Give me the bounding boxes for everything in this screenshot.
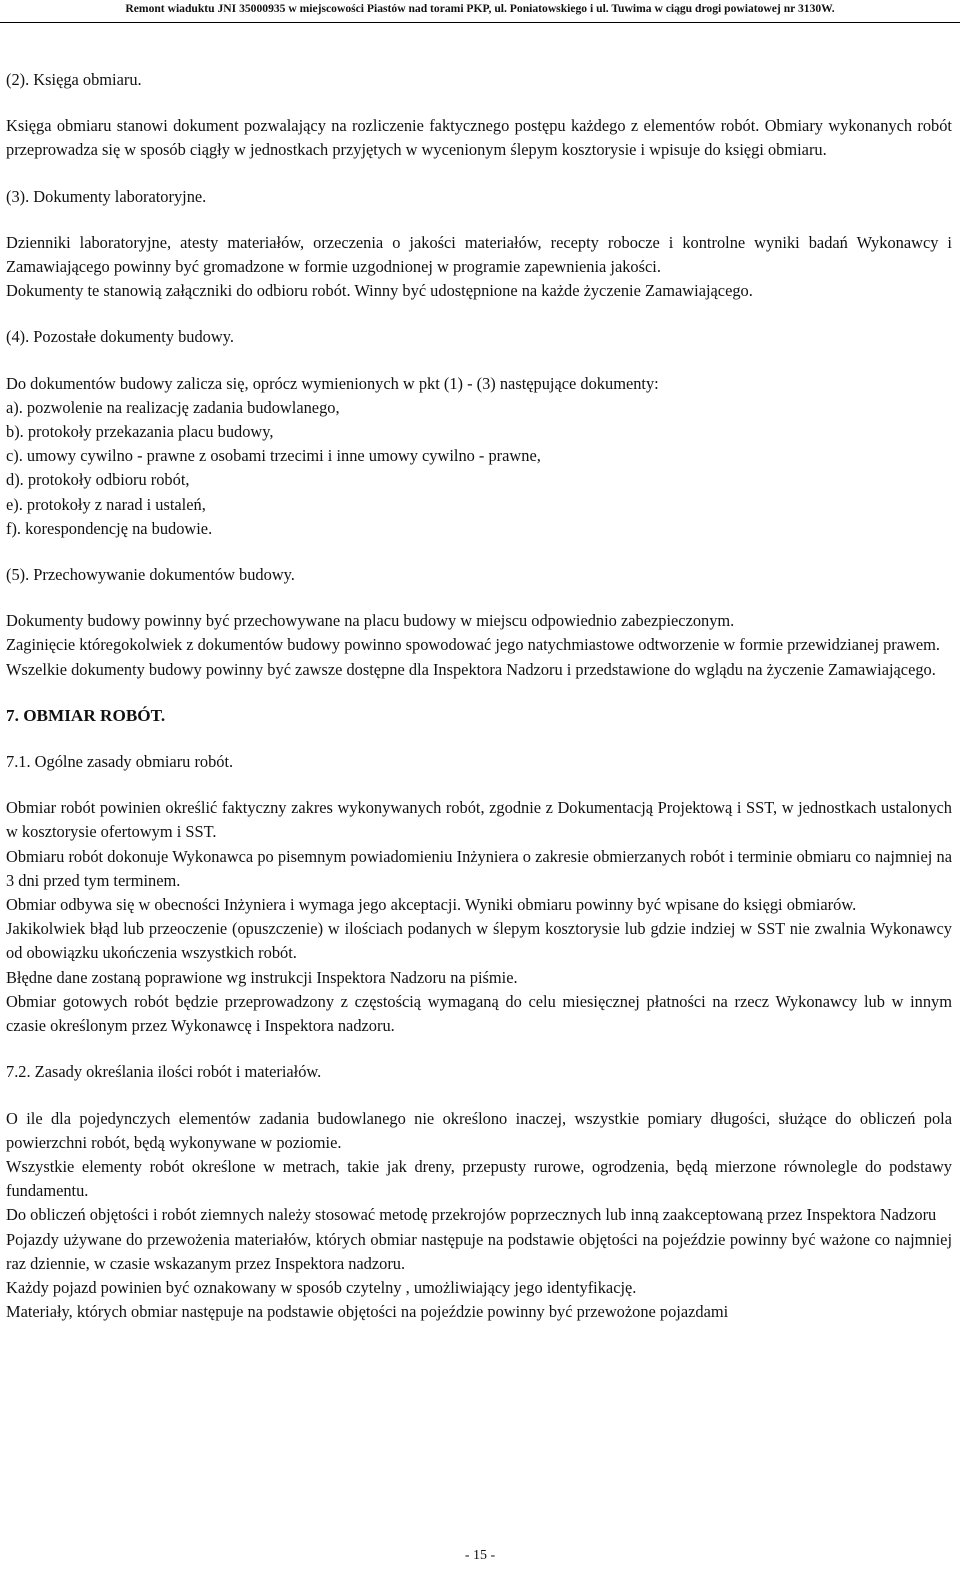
section-heading-7-1: 7.1. Ogólne zasady obmiaru robót. [6,752,234,772]
paragraph: Materiały, których obmiar następuje na podstawie objętości na pojeździe powinny być przewożone pojazdami [6,1302,729,1322]
section-heading-5: (5). Przechowywanie dokumentów budowy. [6,565,295,585]
paragraph: O ile dla pojedynczych elementów zadania budowlanego nie określono inaczej, wszystkie pomiary długości, służące do obliczeń pola powierzchni robót, będą wykonywane w poziomie. [6,1108,952,1152]
list-item: f). korespondencję na budowie. [6,518,213,538]
documents-list [6,396,952,541]
paragraph: Każdy pojazd powinien być oznakowany w sposób czytelny , umożliwiający jego identyfikację. [6,1277,637,1297]
paragraph: Wszelkie dokumenty budowy powinny być zawsze dostępne dla Inspektora Nadzoru i przedstawione do wglądu na życzenie Zamawiającego. [6,659,936,679]
list-item: e). protokoły z narad i ustaleń, [6,494,206,514]
running-header: Remont wiaduktu JNI 35000935 w miejscowości Piastów nad torami PKP, ul. Poniatowskiego i ul. Tuwima w ciągu drogi powiatowej nr 3130W. [0,0,960,23]
paragraph: Dokumenty budowy powinny być przechowywane na placu budowy w miejscu odpowiednio zabezpieczonym. [6,611,735,631]
paragraph: Jakikolwiek błąd lub przeoczenie (opuszczenie) w ilościach podanych w ślepym kosztorysie lub gdzie indziej w SST nie zwalnia Wykonawcy od obowiązku ukończenia wszystkich robót. [6,919,952,963]
paragraph: Do dokumentów budowy zalicza się, oprócz wymienionych w pkt (1) - (3) następujące dokumenty: [6,373,659,393]
page-number: - 15 - [464,1548,496,1563]
section-heading-3: (3). Dokumenty laboratoryjne. [6,186,207,206]
paragraph: Do obliczeń objętości i robót ziemnych należy stosować metodę przekrojów poprzecznych lub inną zaakceptowaną przez Inspektora Nadzoru [6,1205,937,1225]
list-item: c). umowy cywilno - prawne z osobami trzecimi i inne umowy cywilno - prawne, [6,446,541,466]
section-heading-4: (4). Pozostałe dokumenty budowy. [6,327,234,347]
paragraph: Obmiar robót powinien określić faktyczny zakres wykonywanych robót, zgodnie z Dokumentacją Projektową i SST, w jednostkach ustalonych w kosztorysie ofertowym i SST. [6,798,952,842]
list-item: b). protokoły przekazania placu budowy, [6,422,274,442]
paragraph: Obmiar odbywa się w obecności Inżyniera i wymaga jego akceptacji. Wyniki obmiaru powinny być wpisane do księgi obmiarów. [6,895,857,915]
paragraph: Błędne dane zostaną poprawione wg instrukcji Inspektora Nadzoru na piśmie. [6,967,518,987]
paragraph: Dzienniki laboratoryjne, atesty materiałów, orzeczenia o jakości materiałów, recepty robocze i kontrolne wyniki badań Wykonawcy i Zamawiającego powinny być gromadzone w formie uzgodnionej w programie zapewnienia jakości. [6,232,952,277]
paragraph: Obmiaru robót dokonuje Wykonawca po pisemnym powiadomieniu Inżyniera o zakresie obmierzanych robót i terminie obmiaru co najmniej na 3 dni przed tym terminem. [6,846,952,890]
paragraph: Pojazdy używane do przewożenia materiałów, których obmiar następuje na podstawie objętości na pojeździe powinny być ważone co najmniej raz dziennie, w czasie wskazanym przez Inspektora nadzoru. [6,1229,952,1273]
section-heading-2: (2). Księga obmiaru. [6,70,142,89]
list-item: a). pozwolenie na realizację zadania budowlanego, [6,397,340,417]
chapter-heading: 7. OBMIAR ROBÓT. [6,705,166,725]
document-body [6,68,952,1324]
list-item: d). protokoły odbioru robót, [6,470,190,490]
section-heading-7-2: 7.2. Zasady określania ilości robót i materiałów. [6,1062,322,1082]
paragraph: Księga obmiaru stanowi dokument pozwalający na rozliczenie faktycznego postępu każdego z elementów robót. Obmiary wykonanych robót przeprowadza się w sposób ciągły w jednostkach przyjętych w wycenionym ślepym kosztorysie i wpisuje do księgi obmiaru. [6,116,952,160]
paragraph: Zaginięcie któregokolwiek z dokumentów budowy powinno spowodować jego natychmiastowe odtworzenie w formie przewidzianej prawem. [6,635,940,655]
paragraph: Dokumenty te stanowią załączniki do odbioru robót. Winny być udostępnione na każde życzenie Zamawiającego. [6,281,753,301]
paragraph: Obmiar gotowych robót będzie przeprowadzony z częstością wymaganą do celu miesięcznej płatności na rzecz Wykonawcy lub w innym czasie określonym przez Wykonawcę i Inspektora nadzoru. [6,991,952,1036]
paragraph: Wszystkie elementy robót określone w metrach, takie jak dreny, przepusty rurowe, ogrodzenia, będą mierzone równolegle do podstawy fundamentu. [6,1156,952,1201]
